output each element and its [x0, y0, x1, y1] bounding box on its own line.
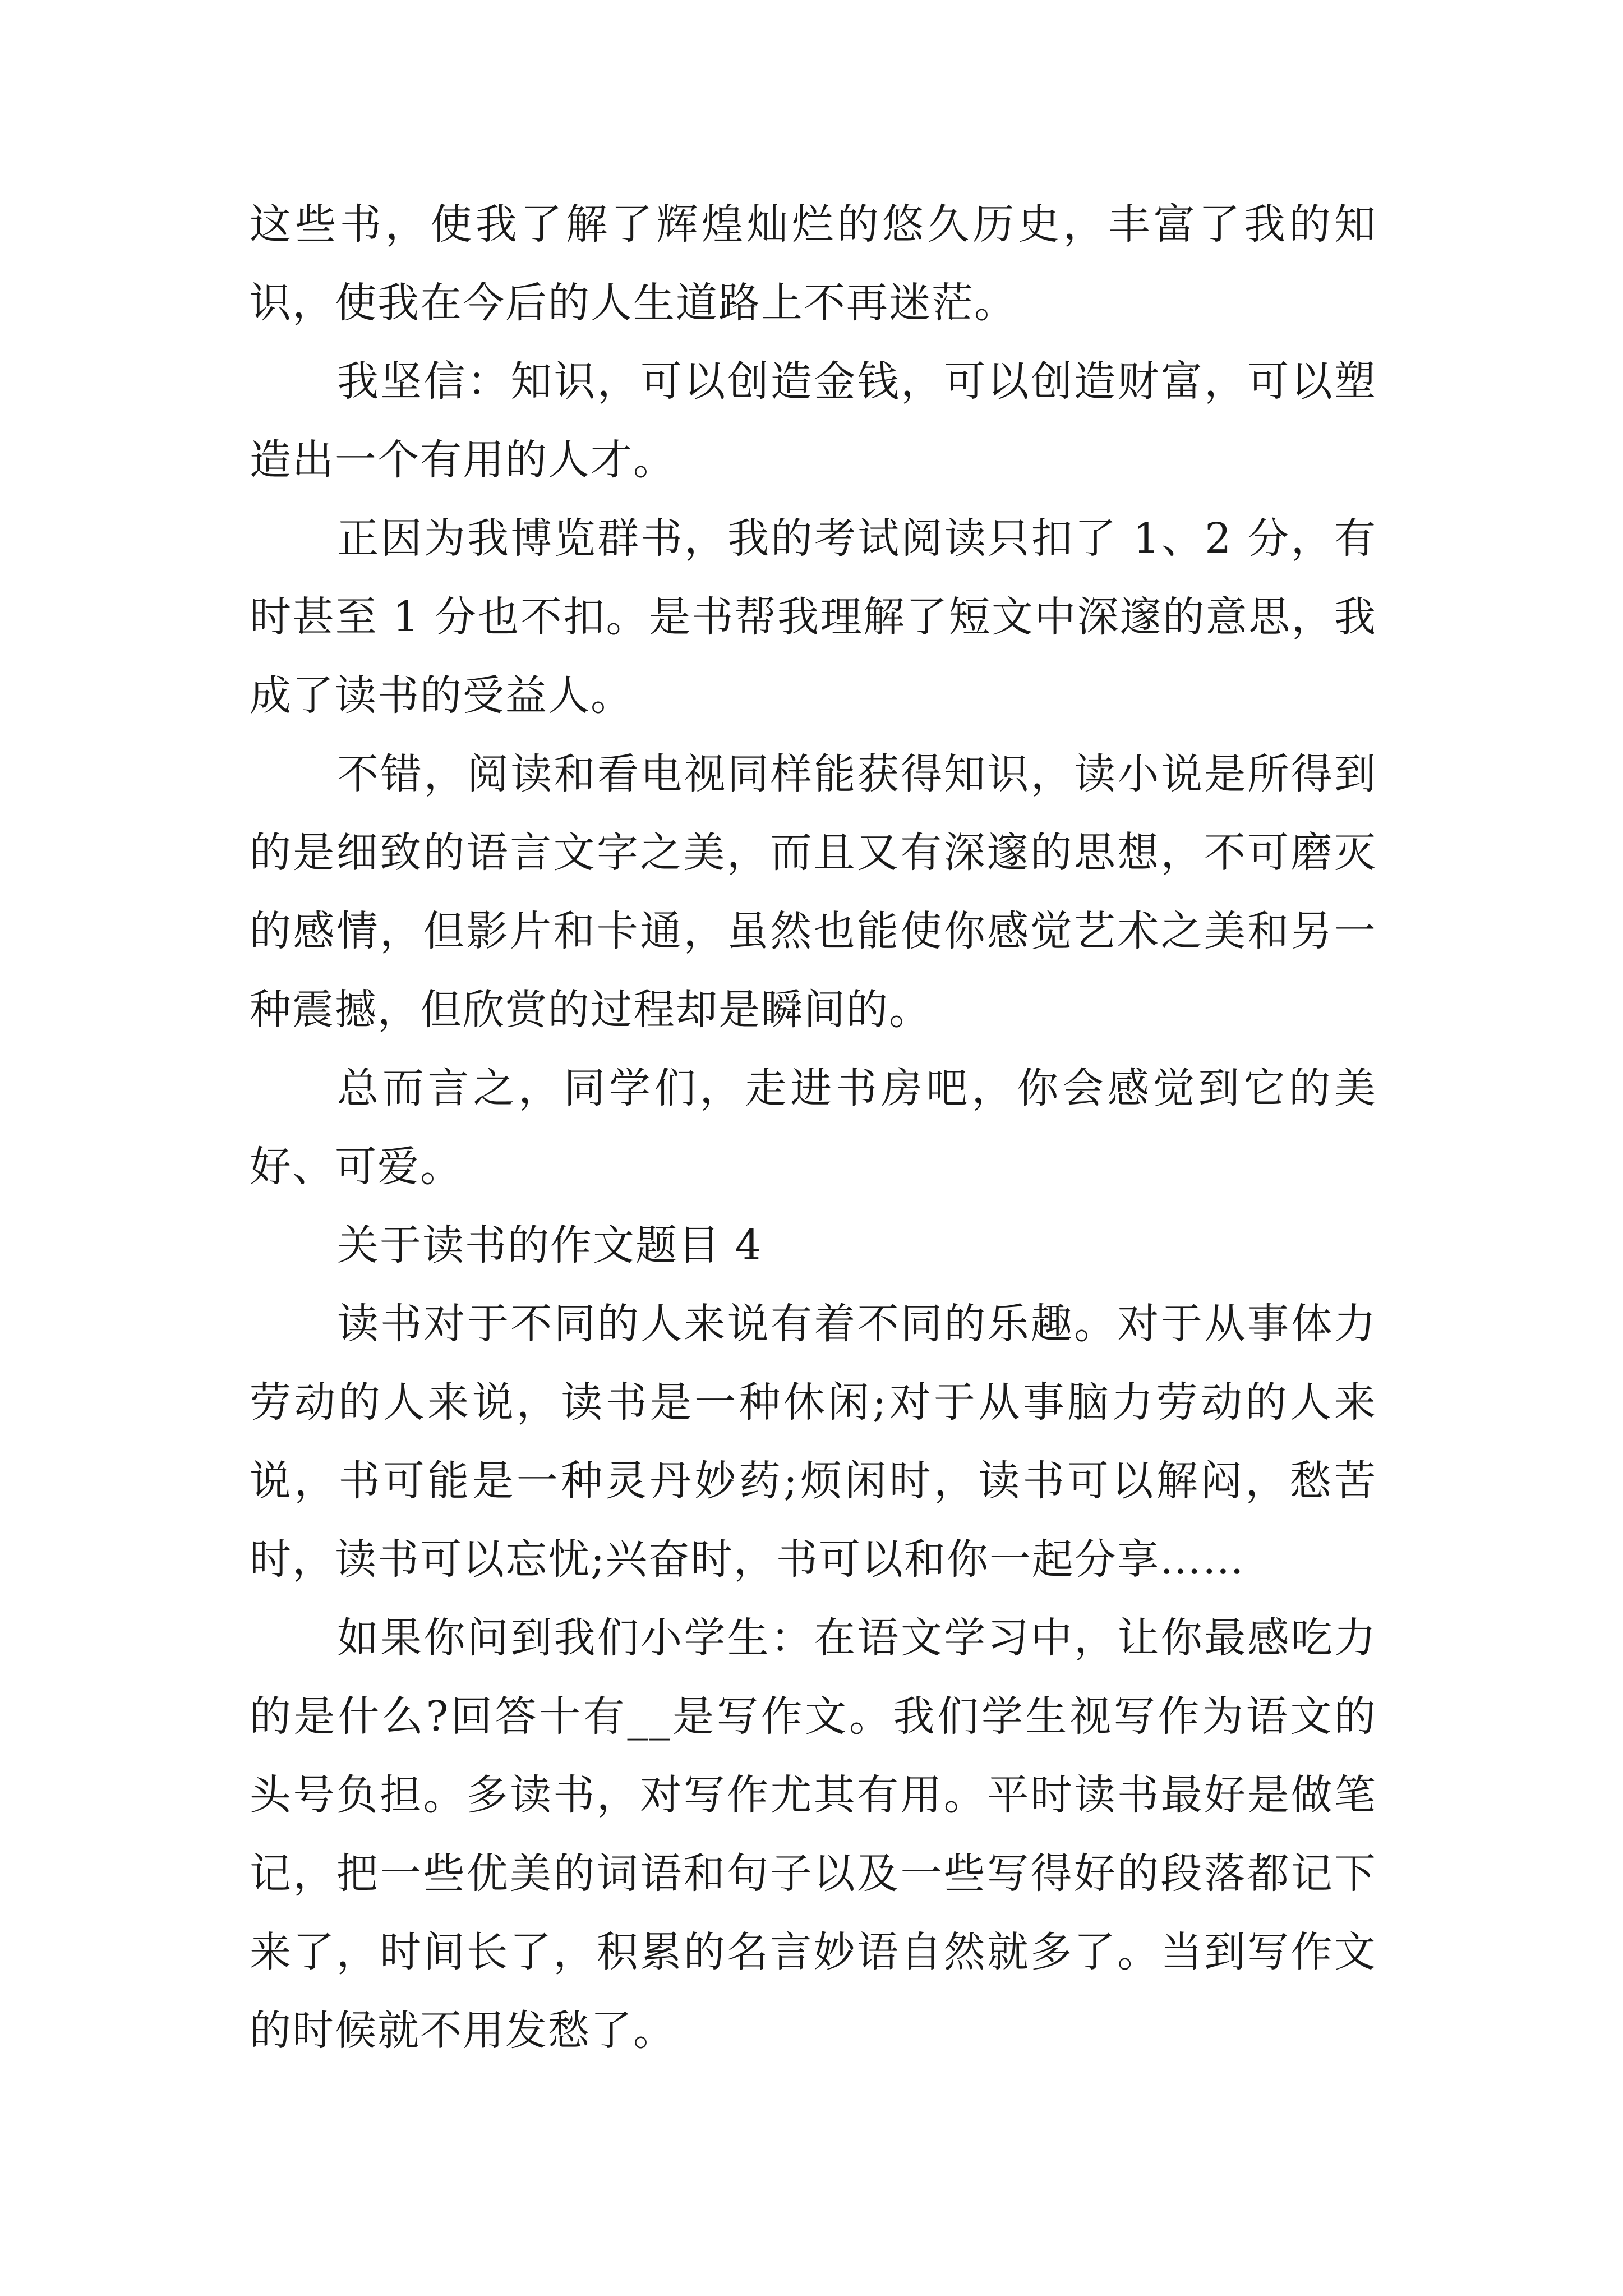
paragraph-1: 这些书，使我了解了辉煌灿烂的悠久历史，丰富了我的知识，使我在今后的人生道路上不再迷茫。: [250, 200, 1377, 327]
paragraph-5: 总而言之，同学们，走进书房吧，你会感觉到它的美好、可爱。: [250, 1064, 1377, 1191]
paragraph-3: 正因为我博览群书，我的考试阅读只扣了 1、2 分，有时甚至 1 分也不扣。是书帮我理解了短文中深邃的意思，我成了读书的受益人。: [250, 514, 1377, 720]
section-heading: 关于读书的作文题目 4: [337, 1221, 763, 1269]
paragraph-6: 读书对于不同的人来说有着不同的乐趣。对于从事体力劳动的人来说，读书是一种休闲;对于从事脑力劳动的人来说，书可能是一种灵丹妙药;烦闲时，读书可以解闷，愁苦时，读书可以忘忧;兴奋时，书可以和你一起分享……: [250, 1300, 1377, 1584]
paragraph-2: 我坚信：知识，可以创造金钱，可以创造财富，可以塑造出一个有用的人才。: [250, 357, 1377, 484]
paragraph-4: 不错，阅读和看电视同样能获得知识，读小说是所得到的是细致的语言文字之美，而且又有深邃的思想，不可磨灭的感情，但影片和卡通，虽然也能使你感觉艺术之美和另一种震撼，但欣赏的过程却是瞬间的。: [250, 750, 1377, 1034]
paragraph-7: 如果你问到我们小学生：在语文学习中，让你最感吃力的是什么?回答十有__是写作文。我们学生视写作为语文的头号负担。多读书，对写作尤其有用。平时读书最好是做笔记，把一些优美的词语和句子以及一些写得好的段落都记下来了，时间长了，积累的名言妙语自然就多了。当到写作文的时候就不用发愁了。: [250, 1614, 1377, 2055]
document-body: [250, 185, 1377, 2070]
